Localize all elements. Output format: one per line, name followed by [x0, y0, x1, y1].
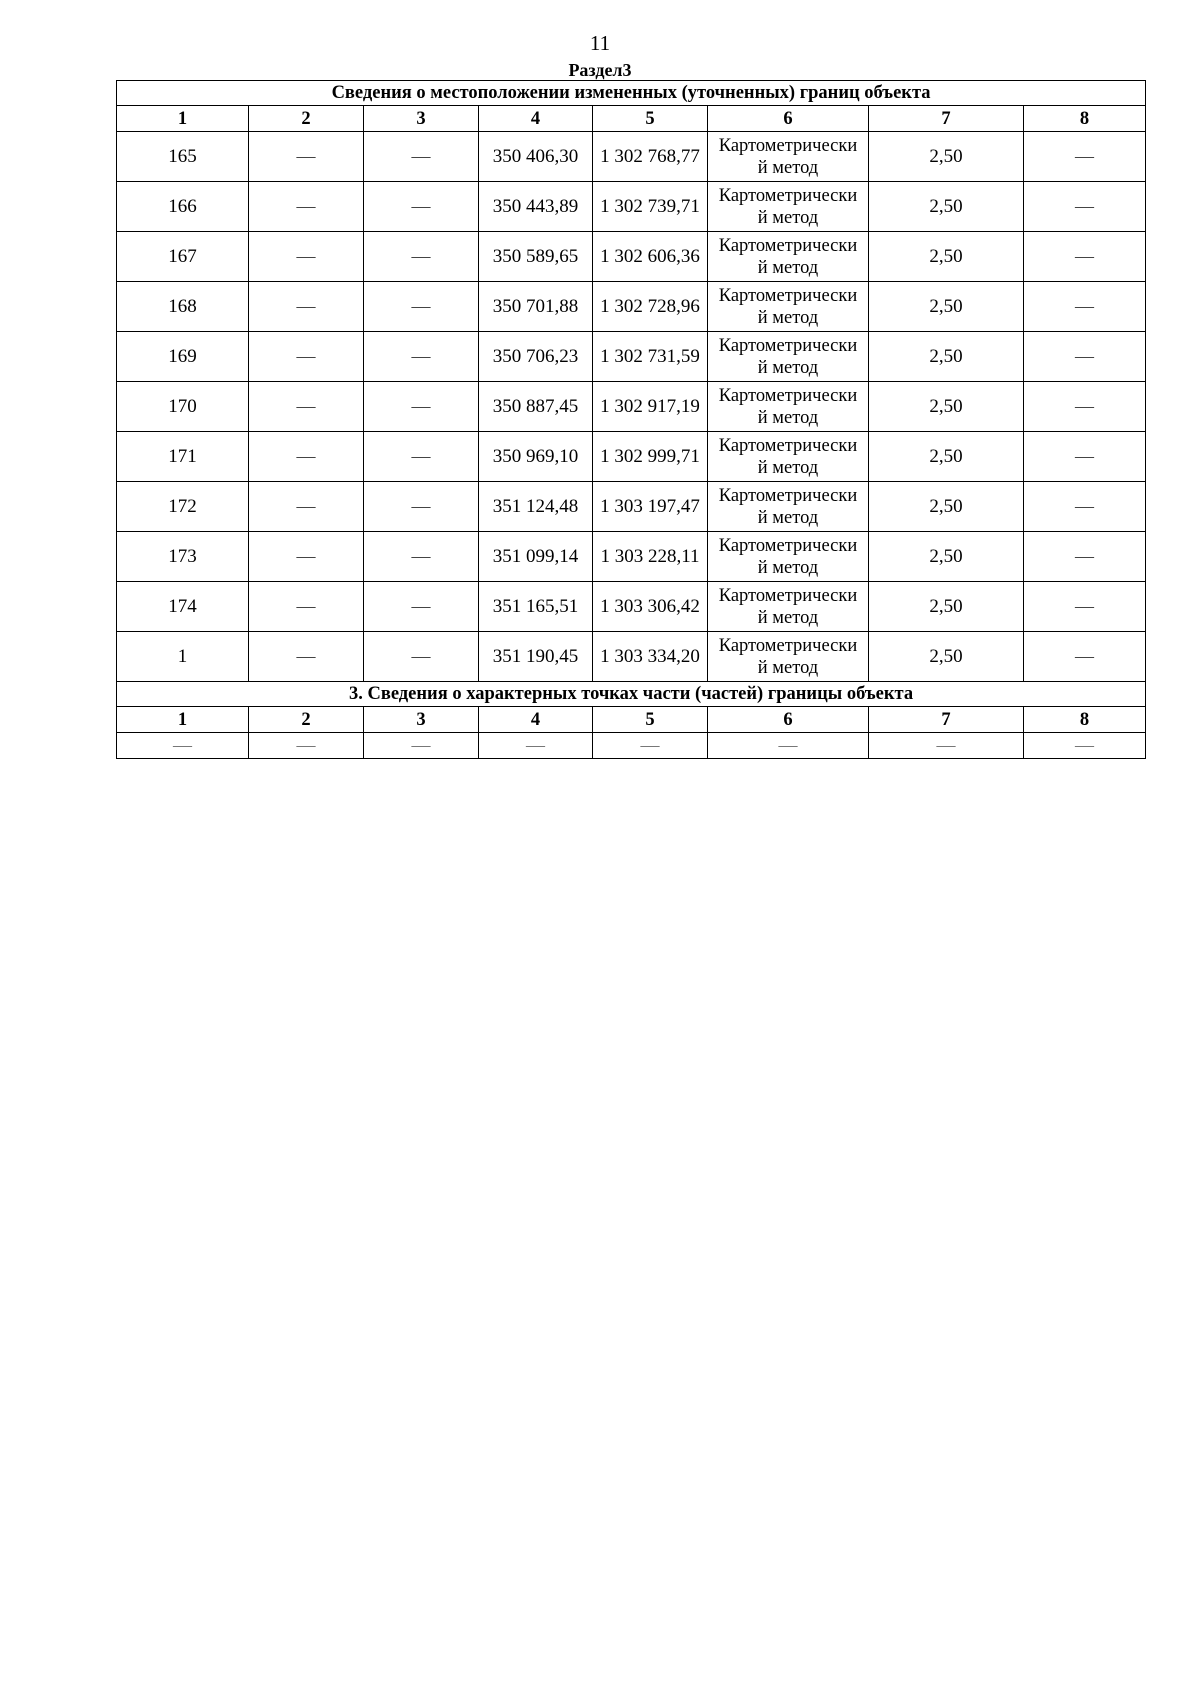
table-cell: 1 303 197,47	[593, 482, 708, 532]
table-cell: —	[364, 332, 479, 382]
column-number: 6	[708, 106, 869, 132]
table-cell: —	[117, 733, 249, 759]
table-row	[117, 332, 1146, 382]
table-cell: 1 303 334,20	[593, 632, 708, 682]
table-cell: —	[1024, 432, 1146, 482]
table-cell: 350 706,23	[479, 332, 593, 382]
table-cell: —	[1024, 733, 1146, 759]
table-row	[117, 582, 1146, 632]
table-caption: Сведения о местоположении измененных (уточненных) границ объекта	[117, 81, 1146, 106]
table-cell	[708, 482, 869, 532]
method-text-line: й метод	[757, 507, 819, 528]
table-cell: 1 302 606,36	[593, 232, 708, 282]
table-cell: 1 303 306,42	[593, 582, 708, 632]
table-cell: 172	[117, 482, 249, 532]
table-cell: —	[364, 182, 479, 232]
page-number: 11	[589, 31, 611, 55]
table-cell: —	[364, 582, 479, 632]
column-number: 1	[117, 106, 249, 132]
table-cell: —	[364, 632, 479, 682]
method-text-line: й метод	[757, 407, 819, 428]
table-cell: 168	[117, 282, 249, 332]
table-cell: 173	[117, 532, 249, 582]
table-cell: 351 124,48	[479, 482, 593, 532]
section-title: Раздел3	[568, 60, 632, 80]
table-cell: —	[1024, 482, 1146, 532]
table-cell: 171	[117, 432, 249, 482]
table-cell: 350 969,10	[479, 432, 593, 482]
table-cell: —	[249, 182, 364, 232]
method-text-line: й метод	[757, 557, 819, 578]
method-text-line: й метод	[757, 157, 819, 178]
table-cell: —	[869, 733, 1024, 759]
table-row	[117, 532, 1146, 582]
table-cell: 165	[117, 132, 249, 182]
method-text-line: й метод	[757, 257, 819, 278]
table-row	[117, 432, 1146, 482]
table-cell: —	[249, 733, 364, 759]
table-cell: 1 302 728,96	[593, 282, 708, 332]
table-body	[117, 81, 1146, 759]
table-cell	[708, 632, 869, 682]
table-cell	[708, 332, 869, 382]
column-number-row	[117, 707, 1146, 733]
table-cell: —	[364, 482, 479, 532]
table-cell: —	[364, 733, 479, 759]
table-cell: 167	[117, 232, 249, 282]
column-number: 2	[249, 106, 364, 132]
table-cell: —	[249, 532, 364, 582]
table-cell: —	[249, 632, 364, 682]
table-cell: 350 701,88	[479, 282, 593, 332]
table-cell: —	[1024, 532, 1146, 582]
table-cell	[708, 132, 869, 182]
table-cell: —	[364, 532, 479, 582]
column-number: 3	[364, 106, 479, 132]
table-cell	[708, 232, 869, 282]
table-cell: 1 302 731,59	[593, 332, 708, 382]
table-cell	[708, 182, 869, 232]
column-number: 8	[1024, 106, 1146, 132]
method-text-line: Картометрически	[718, 435, 858, 456]
method-text-line: Картометрически	[718, 535, 858, 556]
table-cell: 2,50	[869, 232, 1024, 282]
table-cell: —	[1024, 282, 1146, 332]
table-row	[117, 132, 1146, 182]
table-cell: 174	[117, 582, 249, 632]
table-cell: 169	[117, 332, 249, 382]
table-cell: —	[708, 733, 869, 759]
table-cell: 1 302 768,77	[593, 132, 708, 182]
table-cell: 2,50	[869, 282, 1024, 332]
table-cell: 2,50	[869, 432, 1024, 482]
column-number: 3	[364, 707, 479, 733]
table-cell: 2,50	[869, 132, 1024, 182]
table-cell: 1 302 917,19	[593, 382, 708, 432]
column-number: 7	[869, 707, 1024, 733]
table-cell: —	[249, 482, 364, 532]
method-text-line: Картометрически	[718, 635, 858, 656]
table-cell: —	[249, 132, 364, 182]
table-cell: 2,50	[869, 382, 1024, 432]
part-section-caption: 3. Сведения о характерных точках части (частей) границы объекта	[117, 682, 1146, 707]
method-text-line: й метод	[757, 607, 819, 628]
method-text-line: Картометрически	[718, 485, 858, 506]
method-text-line: Картометрически	[718, 235, 858, 256]
column-number: 4	[479, 707, 593, 733]
table-row	[117, 632, 1146, 682]
table-cell: —	[364, 132, 479, 182]
table-cell: 1 303 228,11	[593, 532, 708, 582]
table-cell: 2,50	[869, 332, 1024, 382]
boundary-coordinates-table	[116, 80, 1146, 759]
table-cell: 2,50	[869, 482, 1024, 532]
table-cell: —	[249, 332, 364, 382]
table-cell: 1 302 739,71	[593, 182, 708, 232]
column-number: 2	[249, 707, 364, 733]
table-cell: —	[249, 382, 364, 432]
column-number: 1	[117, 707, 249, 733]
column-number: 5	[593, 707, 708, 733]
table-cell: —	[1024, 232, 1146, 282]
column-number: 6	[708, 707, 869, 733]
method-text-line: й метод	[757, 307, 819, 328]
method-text-line: Картометрически	[718, 335, 858, 356]
table-cell: —	[364, 282, 479, 332]
column-number: 7	[869, 106, 1024, 132]
table-cell: 2,50	[869, 582, 1024, 632]
table-cell: —	[249, 432, 364, 482]
table-row	[117, 182, 1146, 232]
table-cell: 350 406,30	[479, 132, 593, 182]
column-number: 4	[479, 106, 593, 132]
table-cell: 351 165,51	[479, 582, 593, 632]
table-cell: 170	[117, 382, 249, 432]
table-cell: —	[593, 733, 708, 759]
table-cell	[708, 532, 869, 582]
table-cell: 2,50	[869, 182, 1024, 232]
table-cell	[708, 582, 869, 632]
table-cell	[708, 382, 869, 432]
method-text-line: Картометрически	[718, 185, 858, 206]
method-text-line: й метод	[757, 657, 819, 678]
table-cell: 350 589,65	[479, 232, 593, 282]
table-cell	[708, 432, 869, 482]
table-caption-row	[117, 81, 1146, 106]
column-number-row	[117, 106, 1146, 132]
table-cell: 2,50	[869, 532, 1024, 582]
table-cell: —	[249, 282, 364, 332]
part-section-caption-row	[117, 682, 1146, 707]
method-text-line: Картометрически	[718, 285, 858, 306]
table-cell: 2,50	[869, 632, 1024, 682]
method-text-line: й метод	[757, 357, 819, 378]
table-row	[117, 232, 1146, 282]
table-cell: —	[1024, 332, 1146, 382]
table-cell	[708, 282, 869, 332]
table-cell: 351 099,14	[479, 532, 593, 582]
table-cell: —	[1024, 382, 1146, 432]
method-text-line: Картометрически	[718, 585, 858, 606]
table-cell: —	[479, 733, 593, 759]
table-cell: 1 302 999,71	[593, 432, 708, 482]
empty-row	[117, 733, 1146, 759]
table-cell: —	[364, 432, 479, 482]
table-cell: 1	[117, 632, 249, 682]
method-text-line: й метод	[757, 207, 819, 228]
table-row	[117, 482, 1146, 532]
method-text-line: Картометрически	[718, 385, 858, 406]
table-cell: —	[1024, 182, 1146, 232]
table-cell: —	[249, 232, 364, 282]
table-cell: —	[1024, 582, 1146, 632]
table-cell: —	[1024, 632, 1146, 682]
table-cell: 166	[117, 182, 249, 232]
column-number: 8	[1024, 707, 1146, 733]
table-cell: 350 443,89	[479, 182, 593, 232]
column-number: 5	[593, 106, 708, 132]
table-cell: —	[249, 582, 364, 632]
table-row	[117, 382, 1146, 432]
table-cell: —	[364, 382, 479, 432]
table-cell: —	[1024, 132, 1146, 182]
table-row	[117, 282, 1146, 332]
table-cell: 351 190,45	[479, 632, 593, 682]
method-text-line: Картометрически	[718, 135, 858, 156]
table-cell: 350 887,45	[479, 382, 593, 432]
method-text-line: й метод	[757, 457, 819, 478]
table-cell: —	[364, 232, 479, 282]
